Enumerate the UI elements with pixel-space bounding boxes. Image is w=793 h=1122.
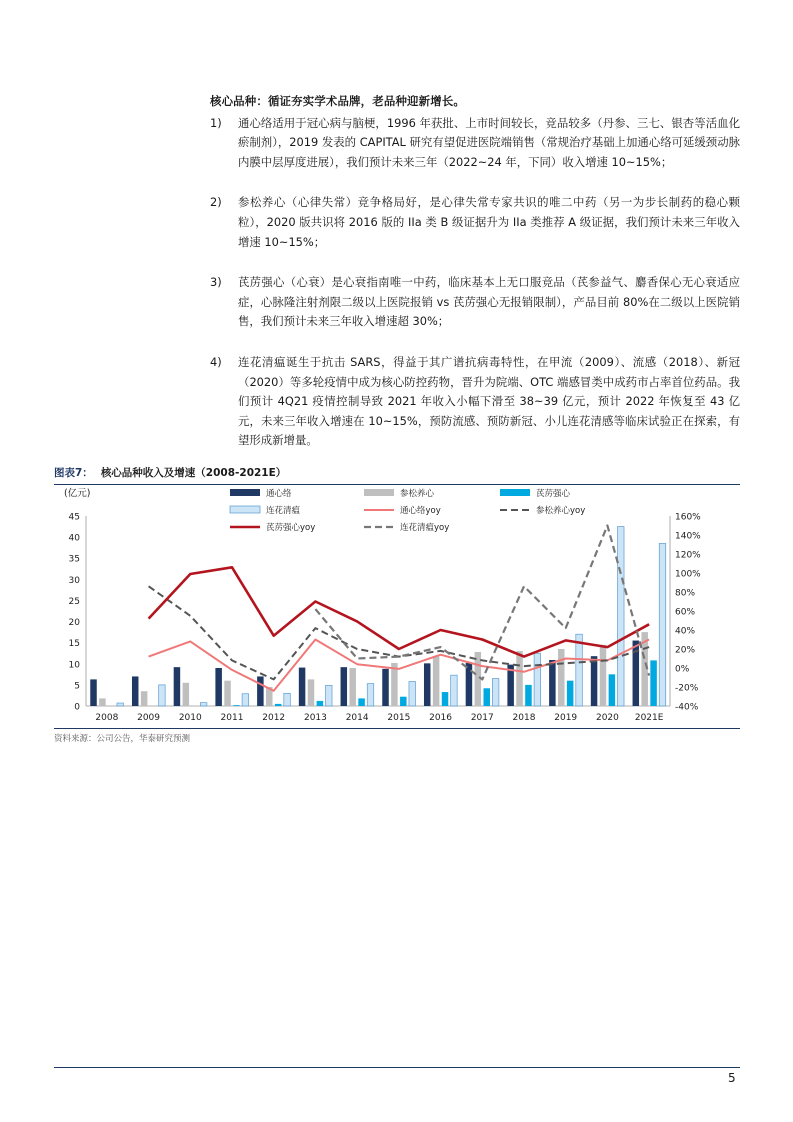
bar-连花清瘟 [409,682,416,706]
x-tick-label: 2019 [554,713,578,723]
source-note: 资料来源：公司公告，华泰研究预测 [54,728,740,749]
bar-通心络 [215,668,222,706]
bar-芪苈强心 [442,692,449,706]
item-number: 4) [210,354,222,369]
legend-label: 芪苈强心yoy [266,523,316,533]
bar-芪苈强心 [609,674,616,706]
x-tick-label: 2017 [470,713,494,723]
y2-tick-label: 0% [675,664,690,675]
bar-连花清瘟 [117,703,124,706]
bar-芪苈强心 [567,681,574,706]
list-item [210,114,740,173]
bar-连花清瘟 [159,685,166,706]
figure-title [54,462,740,485]
y2-tick-label: -40% [675,702,699,713]
x-tick-label: 2011 [220,713,244,723]
x-tick-label: 2014 [345,713,369,723]
item-number: 1) [210,115,222,130]
bar-连花清瘟 [576,634,583,706]
legend-swatch [364,489,394,496]
legend-label: 连花清瘟 [266,506,301,516]
x-tick-label: 2008 [95,713,119,723]
bar-连花清瘟 [659,543,666,706]
x-tick-label: 2020 [595,713,619,723]
y-tick-label: 0 [74,702,80,713]
bar-通心络 [299,668,306,706]
bar-通心络 [549,660,556,706]
y2-tick-label: -20% [675,683,699,694]
legend-label: 连花清瘟yoy [400,523,450,533]
item-text: 参松养心（心律失常）竞争格局好，是心律失常专家共识的唯二中药（另一为步长制药的稳心颗粒），2020 版共识将 2016 版的 IIa 类 B 级证据升为 IIa 类推荐 A 级证据，我们预计未来三年收入增速 10~15%； [238,195,740,249]
list-item [210,193,740,252]
section-heading: 核心品种：循证夯实学术品牌，老品种迎新增长。 [210,94,465,108]
bar-连花清瘟 [618,527,625,706]
legend-swatch [230,506,260,513]
y-axis-unit-label: (亿元) [64,488,91,499]
legend-label: 通心络yoy [400,506,441,516]
footer-divider [54,1067,740,1068]
y-tick-label: 30 [68,575,80,586]
x-tick-label: 2018 [512,713,536,723]
line-通心络yoy [149,640,649,691]
item-text: 连花清瘟诞生于抗击 SARS，得益于其广谱抗病毒特性，在甲流（2009）、流感（2018）、新冠（2020）等多轮疫情中成为核心防控药物，晋升为院端、OTC 端感冒类中成药市占率首位药品。我们预计 4Q21 疫情控制导致 2021 年收入小幅下滑至 38~39 亿元，预计 2022 年恢复至 43 亿元，未来三年收入增速在 10~15%，预防流感、预防新冠、小儿连花清感等临床试验正在探索，有望形成新增量。 [238,354,740,448]
bar-芪苈强心 [400,697,407,706]
bar-连花清瘟 [367,684,374,706]
bar-参松养心 [349,668,356,706]
y-tick-label: 40 [68,533,80,544]
bar-连花清瘟 [284,693,291,706]
y2-tick-label: 100% [675,569,701,580]
item-text: 通心络适用于冠心病与脑梗，1996 年获批、上市时间较长，竞品较多（丹参、三七、银杏等活血化瘀制剂），2019 发表的 CAPITAL 研究有望促进医院端销售（常规治疗基础上加通心络可延缓颈动脉内膜中层厚度进展），我们预计未来三年（2022~24 年，下同）收入增速 10~15%； [238,115,740,169]
revenue-growth-chart [54,485,740,725]
page-number: 5 [728,1071,736,1085]
x-tick-label: 2021E [634,713,664,723]
y-tick-label: 45 [68,512,80,523]
bar-参松养心 [516,651,523,706]
bar-通心络 [132,676,139,706]
item-number: 2) [210,195,222,210]
line-芪苈强心yoy [149,567,649,656]
bar-参松养心 [433,656,440,706]
list-item [210,353,740,451]
y2-tick-label: 60% [675,607,696,618]
y2-tick-label: 20% [675,645,696,656]
item-text: 芪苈强心（心衰）是心衰指南唯一中药，临床基本上无口服竞品（芪参益气、麝香保心无心衰适应症，心脉隆注射剂限二级以上医院报销 vs 芪苈强心无报销限制），产品目前 80%在二级以上医院销售，我们预计未来三年收入增速超 30%； [238,275,740,329]
bar-芪苈强心 [650,660,657,706]
bar-芪苈强心 [525,685,532,706]
x-tick-label: 2013 [303,713,327,723]
x-tick-label: 2016 [429,713,453,723]
bar-通心络 [174,667,181,706]
bar-参松养心 [558,649,565,706]
bar-芪苈强心 [483,688,490,706]
x-tick-label: 2012 [262,713,286,723]
line-参松养心yoy [149,586,649,679]
y-tick-label: 20 [68,618,80,629]
bar-通心络 [90,679,97,706]
legend-label: 芪苈强心 [536,489,571,499]
legend-label: 通心络 [266,489,292,499]
bar-芪苈强心 [233,705,240,706]
legend-label: 参松养心yoy [536,506,586,516]
bar-参松养心 [183,683,190,706]
bar-参松养心 [99,698,106,706]
bar-参松养心 [224,681,231,706]
bar-通心络 [424,663,431,706]
bar-参松养心 [141,691,148,706]
y-tick-label: 5 [74,681,80,692]
section-content [210,92,740,472]
legend-label: 参松养心 [400,489,435,499]
y2-tick-label: 160% [675,512,701,523]
y2-tick-label: 140% [675,531,701,542]
bar-芪苈强心 [275,704,282,706]
y-tick-label: 25 [68,596,80,607]
bar-通心络 [257,676,264,706]
bar-连花清瘟 [492,679,499,706]
bar-连花清瘟 [242,694,249,706]
bar-连花清瘟 [326,685,333,706]
legend-swatch [230,489,260,496]
x-tick-label: 2009 [137,713,161,723]
y2-tick-label: 40% [675,626,696,637]
line-连花清瘟yoy [315,526,649,680]
y2-tick-label: 80% [675,588,696,599]
bar-连花清瘟 [451,675,458,706]
y-tick-label: 35 [68,554,80,565]
bar-通心络 [466,663,473,706]
bar-参松养心 [600,645,607,706]
y-tick-label: 15 [68,639,80,650]
figure-label: 图表7： [54,467,93,479]
item-number: 3) [210,275,222,290]
x-tick-label: 2015 [387,713,411,723]
bar-通心络 [382,669,389,706]
bar-芪苈强心 [317,701,324,706]
bar-芪苈强心 [358,698,365,706]
figure-caption: 核心品种收入及增速（2008-2021E） [100,467,287,479]
y2-tick-label: 120% [675,550,701,561]
x-tick-label: 2010 [178,713,202,723]
list-item [210,273,740,332]
bar-通心络 [341,667,348,706]
bar-通心络 [591,656,598,706]
y-tick-label: 10 [68,660,80,671]
bar-连花清瘟 [534,653,541,706]
legend-swatch [500,489,530,496]
bar-参松养心 [308,679,315,706]
bar-连花清瘟 [200,703,207,706]
